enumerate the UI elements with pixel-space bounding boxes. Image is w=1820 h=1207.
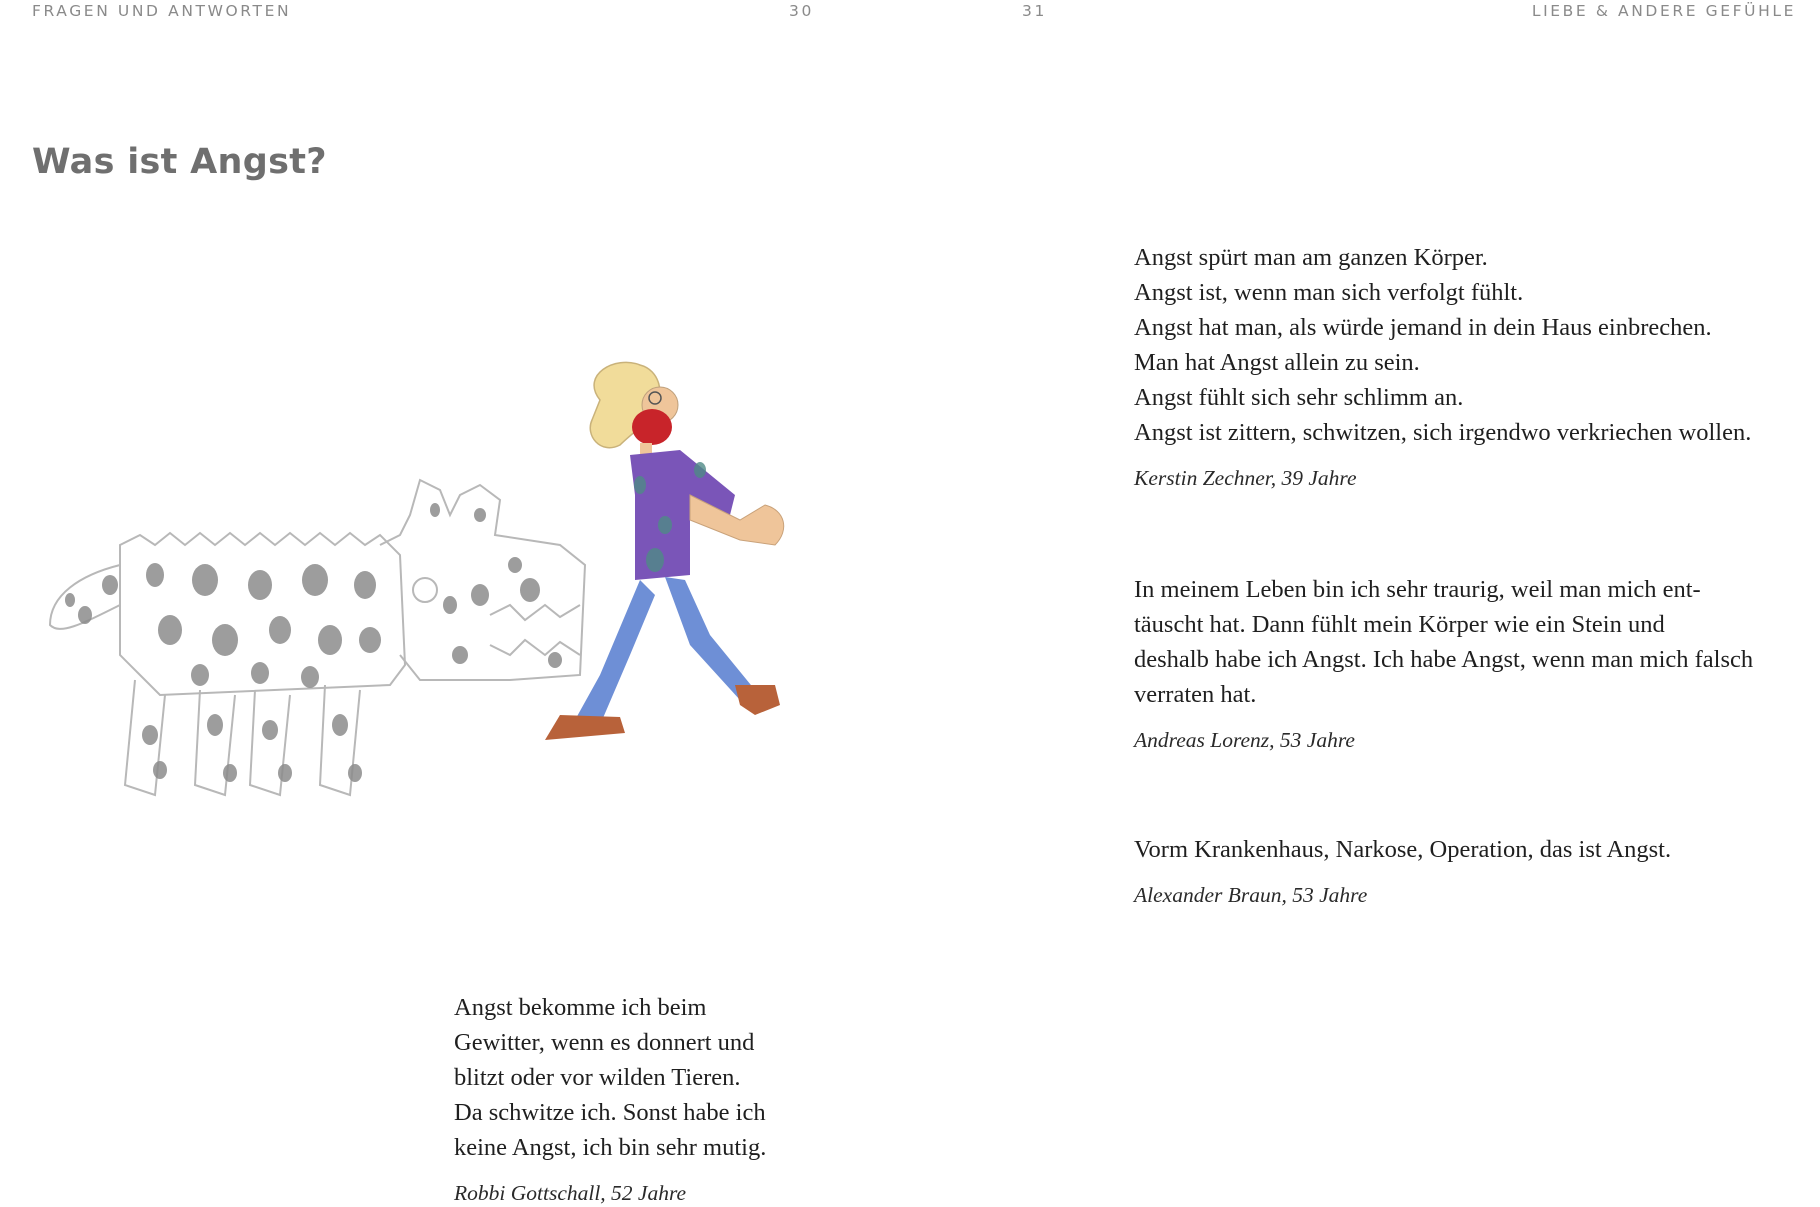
dog-spots <box>65 503 562 782</box>
quote-author: Robbi Gottschall, 52 Jahre <box>454 1181 687 1205</box>
quote-line: Angst ist, wenn man sich verfolgt fühlt. <box>1134 279 1524 306</box>
page-number-right: 31 <box>1022 2 1047 20</box>
quote-line: deshalb habe ich Angst. Ich habe Angst, wenn man mich falsch <box>1134 646 1754 673</box>
quote-line: keine Angst, ich bin sehr mutig. <box>454 1134 767 1161</box>
quote-line: Angst hat man, als würde jemand in dein Haus einbrechen. <box>1134 314 1712 341</box>
quote-line: Angst fühlt sich sehr schlimm an. <box>1134 384 1464 411</box>
quote-line: blitzt oder vor wilden Tieren. <box>454 1064 741 1091</box>
quote-author: Alexander Braun, 53 Jahre <box>1134 883 1368 907</box>
person-drawing <box>545 362 784 740</box>
quote-entry <box>1134 240 1751 492</box>
running-header-right: LIEBE & ANDERE GEFÜHLE <box>1531 2 1796 20</box>
quote-entry <box>454 990 766 1207</box>
quote-line: In meinem Leben bin ich sehr traurig, weil man mich ent- <box>1134 576 1701 603</box>
quote-entry <box>1134 572 1753 754</box>
quote-line: Gewitter, wenn es donnert und <box>454 1029 755 1056</box>
quote-line: Angst ist zittern, schwitzen, sich irgendwo verkriechen wollen. <box>1134 419 1752 446</box>
quote-line: Angst spürt man am ganzen Körper. <box>1134 244 1488 271</box>
quote-line: Da schwitze ich. Sonst habe ich <box>454 1099 766 1126</box>
quote-line: Man hat Angst allein zu sein. <box>1134 349 1420 376</box>
quote-line: täuscht hat. Dann fühlt mein Körper wie ein Stein und <box>1134 611 1665 638</box>
child-drawing-illustration <box>40 355 800 815</box>
quote-author: Kerstin Zechner, 39 Jahre <box>1134 466 1357 490</box>
page-number-left: 30 <box>789 2 814 20</box>
quote-line: verraten hat. <box>1134 681 1257 708</box>
running-header-left: FRAGEN UND ANTWORTEN <box>32 2 292 20</box>
quote-author: Andreas Lorenz, 53 Jahre <box>1134 728 1355 752</box>
page-title: Was ist Angst? <box>32 142 327 182</box>
quote-line: Angst bekomme ich beim <box>454 994 707 1021</box>
quote-entry <box>1134 832 1671 909</box>
dog-drawing <box>50 480 585 795</box>
quote-line: Vorm Krankenhaus, Narkose, Operation, das ist Angst. <box>1134 836 1672 863</box>
